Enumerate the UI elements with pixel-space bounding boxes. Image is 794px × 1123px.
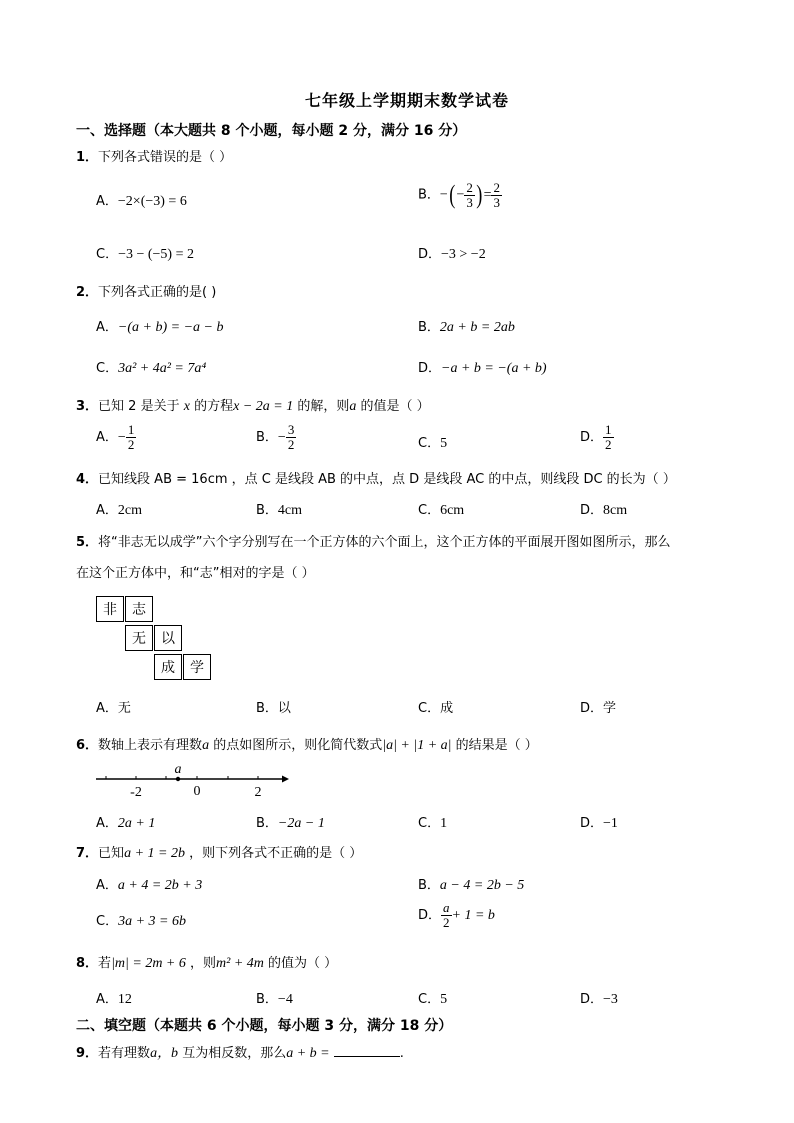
question-text: ，则下列各式不正确的是（ ） bbox=[189, 846, 363, 861]
option-label: D． bbox=[418, 247, 442, 262]
question-text: 若 bbox=[98, 956, 112, 971]
fraction-numerator: 2 bbox=[493, 179, 500, 195]
option-label: D． bbox=[580, 992, 604, 1007]
option-math: 5 bbox=[440, 436, 448, 451]
question-number: 8． bbox=[76, 956, 99, 971]
point-a-dot bbox=[176, 777, 180, 781]
cube-net-cell: 志 bbox=[125, 596, 153, 622]
option-text: 无 bbox=[117, 701, 131, 716]
fraction bbox=[441, 901, 452, 930]
q1-option-d[interactable] bbox=[418, 243, 486, 263]
q2-option-a[interactable] bbox=[96, 316, 223, 336]
question-3-stem bbox=[76, 395, 430, 415]
question-text: 若有理数 bbox=[98, 1046, 151, 1061]
q1-option-b[interactable] bbox=[418, 180, 502, 210]
math-variable: a bbox=[349, 399, 357, 414]
q2-option-c[interactable] bbox=[96, 357, 206, 377]
fraction-denominator: 2 bbox=[287, 437, 295, 452]
option-label: A． bbox=[96, 430, 118, 445]
option-math: 2a + b = 2ab bbox=[439, 320, 515, 335]
question-number: 1． bbox=[76, 150, 99, 165]
fraction bbox=[126, 423, 137, 452]
q2-option-d[interactable] bbox=[418, 357, 547, 377]
arrow-right-icon bbox=[282, 776, 289, 783]
q1-option-c[interactable] bbox=[96, 243, 194, 263]
option-math: −(a + b) = −a − b bbox=[117, 320, 224, 335]
math-expression: |a| + |1 + a| bbox=[382, 738, 452, 753]
q3-option-d[interactable] bbox=[580, 423, 614, 452]
option-label: D． bbox=[580, 816, 604, 831]
q4-option-a[interactable] bbox=[96, 499, 142, 519]
q4-option-c[interactable] bbox=[418, 499, 464, 519]
option-sign: − bbox=[456, 187, 465, 203]
option-math: a − 4 = 2b − 5 bbox=[439, 878, 525, 893]
question-text: 数轴上表示有理数 bbox=[98, 738, 203, 753]
option-math: 12 bbox=[117, 992, 132, 1007]
question-text: 的点如图所示，则化简代数式 bbox=[213, 738, 383, 753]
option-equals: = bbox=[483, 187, 492, 203]
fraction bbox=[491, 181, 502, 210]
question-8-stem bbox=[76, 952, 337, 972]
question-number: 7． bbox=[76, 846, 99, 861]
section-choice-heading: 一、选择题（本大题共 8 个小题，每小题 2 分，满分 16 分） bbox=[76, 123, 467, 139]
fraction-denominator: 2 bbox=[605, 437, 612, 452]
question-9-stem bbox=[76, 1042, 404, 1062]
cube-net-cell: 成 bbox=[154, 654, 182, 680]
option-label: C． bbox=[96, 914, 119, 929]
q3-option-b[interactable] bbox=[256, 423, 296, 452]
question-text: 下列各式正确的是( ) bbox=[98, 285, 217, 300]
q6-option-a[interactable] bbox=[96, 812, 155, 832]
question-text: 的值为（ ） bbox=[268, 956, 338, 971]
question-text: 互为相反数，那么 bbox=[182, 1046, 287, 1061]
fraction-denominator: 3 bbox=[466, 194, 473, 210]
q8-option-c[interactable] bbox=[418, 988, 447, 1008]
option-math: −2×(−3) = 6 bbox=[117, 194, 187, 209]
option-text: 以 bbox=[277, 701, 291, 716]
option-label: C． bbox=[96, 361, 119, 376]
question-6-stem bbox=[76, 734, 538, 754]
question-text: 的结果是（ ） bbox=[455, 738, 538, 753]
fraction-denominator: 3 bbox=[493, 194, 500, 210]
option-text: 成 bbox=[440, 701, 454, 716]
math-variable: a，b bbox=[150, 1046, 179, 1061]
q3-option-a[interactable] bbox=[96, 423, 136, 452]
fraction-numerator: 2 bbox=[466, 179, 473, 195]
option-math: −3 − (−5) = 2 bbox=[118, 247, 194, 262]
fraction bbox=[464, 181, 475, 210]
question-text: 已知 2 是关于 bbox=[98, 399, 180, 414]
question-7-stem bbox=[76, 842, 362, 862]
question-number: 9． bbox=[76, 1046, 99, 1061]
tick-label: -2 bbox=[130, 785, 142, 800]
q2-option-b[interactable] bbox=[418, 316, 515, 336]
math-expression: m² + 4m bbox=[216, 956, 264, 971]
option-math: 4cm bbox=[277, 503, 303, 518]
q1-option-a[interactable] bbox=[96, 190, 187, 210]
question-number: 5． bbox=[76, 535, 99, 550]
option-label: A． bbox=[96, 992, 118, 1007]
math-equation: |m| = 2m + 6 bbox=[111, 956, 186, 971]
option-math: 1 bbox=[440, 816, 448, 831]
question-text: . bbox=[399, 1046, 404, 1061]
option-math: −a + b = −(a + b) bbox=[441, 361, 547, 376]
math-equation: a + 1 = 2b bbox=[124, 846, 185, 861]
math-equation: x − 2a = 1 bbox=[233, 399, 294, 414]
fraction-numerator: 1 bbox=[605, 422, 612, 437]
question-5-stem-line1 bbox=[76, 531, 671, 550]
q7-option-c[interactable] bbox=[96, 910, 186, 930]
question-text: 将“非志无以成学”六个字分别写在一个正方体的六个面上，这个正方体的平面展开图如图所示，那么 bbox=[98, 535, 671, 550]
section-fill-heading: 二、填空题（本题共 6 个小题，每小题 3 分，满分 18 分） bbox=[76, 1018, 453, 1034]
fraction-denominator: 2 bbox=[443, 915, 450, 930]
q6-option-b[interactable] bbox=[256, 812, 325, 832]
answer-blank[interactable] bbox=[334, 1042, 400, 1057]
option-math: 5 bbox=[440, 992, 448, 1007]
option-math: −1 bbox=[603, 816, 618, 831]
cube-net-cell: 非 bbox=[96, 596, 124, 622]
option-text: 学 bbox=[603, 701, 617, 716]
q4-option-d[interactable] bbox=[580, 499, 627, 519]
q6-option-c[interactable] bbox=[418, 812, 447, 832]
tick-label: 0 bbox=[193, 784, 201, 799]
fraction bbox=[603, 423, 614, 452]
q7-option-b[interactable] bbox=[418, 874, 524, 894]
cube-net-figure bbox=[96, 596, 216, 682]
q8-option-d[interactable] bbox=[580, 988, 618, 1008]
option-math: −2a − 1 bbox=[277, 816, 325, 831]
q4-option-b[interactable] bbox=[256, 499, 302, 519]
q5-option-d[interactable] bbox=[580, 697, 616, 716]
q5-option-c[interactable] bbox=[418, 697, 453, 716]
q7-option-a[interactable] bbox=[96, 874, 202, 894]
option-label: B． bbox=[418, 187, 440, 203]
option-label: D． bbox=[580, 430, 604, 445]
exam-title: 七年级上学期期末数学试卷 bbox=[305, 91, 510, 110]
option-label: D． bbox=[580, 701, 604, 716]
fraction-numerator: 3 bbox=[287, 422, 295, 437]
q7-option-d[interactable] bbox=[418, 901, 495, 930]
number-line-figure bbox=[94, 762, 290, 802]
option-label: D． bbox=[418, 361, 442, 376]
question-number: 2． bbox=[76, 285, 99, 300]
right-paren-glyph: ) bbox=[476, 180, 483, 209]
option-math: −3 bbox=[603, 992, 618, 1007]
fraction-numerator: a bbox=[443, 900, 450, 915]
option-math: a + 4 = 2b + 3 bbox=[117, 878, 203, 893]
question-text: ，则 bbox=[190, 956, 217, 971]
option-label: B． bbox=[256, 430, 278, 445]
cube-net-cell: 无 bbox=[125, 625, 153, 651]
fraction-numerator: 1 bbox=[127, 422, 135, 437]
tick-label: 2 bbox=[254, 785, 262, 800]
math-variable: x bbox=[183, 399, 190, 414]
question-number: 3． bbox=[76, 399, 99, 414]
option-label: C． bbox=[418, 436, 441, 451]
point-a-label: a bbox=[174, 762, 182, 777]
option-math: −4 bbox=[277, 992, 293, 1007]
option-label: C． bbox=[418, 701, 441, 716]
question-number: 6． bbox=[76, 738, 99, 753]
option-label: C． bbox=[418, 992, 441, 1007]
question-4-stem bbox=[76, 468, 676, 487]
fraction-denominator: 2 bbox=[127, 437, 135, 452]
option-math: −3 > −2 bbox=[441, 247, 486, 262]
question-text: 的方程 bbox=[194, 399, 234, 414]
cube-net-cell: 以 bbox=[154, 625, 182, 651]
option-math: 2cm bbox=[117, 503, 143, 518]
option-label: A． bbox=[96, 320, 118, 335]
q3-option-c[interactable] bbox=[418, 432, 447, 452]
option-math: 6cm bbox=[440, 503, 465, 518]
option-label: B． bbox=[256, 701, 278, 716]
q5-option-b[interactable] bbox=[256, 697, 291, 716]
option-label: A． bbox=[96, 878, 118, 893]
left-paren-glyph: ( bbox=[449, 180, 456, 209]
q8-option-b[interactable] bbox=[256, 988, 293, 1008]
option-math: 8cm bbox=[603, 503, 628, 518]
option-label: C． bbox=[96, 247, 119, 262]
option-label: B． bbox=[418, 320, 440, 335]
cube-net-cell: 学 bbox=[183, 654, 211, 680]
question-number: 4． bbox=[76, 472, 99, 487]
question-1-stem bbox=[76, 146, 232, 165]
option-sign: − bbox=[439, 187, 448, 203]
q8-option-a[interactable] bbox=[96, 988, 132, 1008]
option-math: 3a² + 4a² = 7a⁴ bbox=[118, 361, 207, 376]
option-label: A． bbox=[96, 816, 118, 831]
question-5-stem-line2: 在这个正方体中，和“志”相对的字是（ ） bbox=[76, 566, 315, 581]
option-label: B． bbox=[256, 503, 278, 518]
option-label: D． bbox=[418, 908, 442, 923]
q5-option-a[interactable] bbox=[96, 697, 131, 716]
q6-option-d[interactable] bbox=[580, 812, 618, 832]
option-label: A． bbox=[96, 701, 118, 716]
option-label: C． bbox=[418, 503, 441, 518]
math-equation: a + b = bbox=[286, 1046, 330, 1061]
math-variable: a bbox=[202, 738, 210, 753]
option-math: + 1 = b bbox=[451, 908, 495, 923]
option-label: B． bbox=[418, 878, 440, 893]
question-text: 的解，则 bbox=[297, 399, 350, 414]
option-sign: − bbox=[117, 430, 126, 445]
option-label: A． bbox=[96, 503, 118, 518]
option-label: B． bbox=[256, 992, 278, 1007]
question-text: 已知 bbox=[98, 846, 125, 861]
question-text: 已知线段 AB = 16cm ，点 C 是线段 AB 的中点，点 D 是线段 AC 的中点，则线段 DC 的长为（ ） bbox=[98, 472, 676, 487]
option-label: B． bbox=[256, 816, 278, 831]
question-text: 下列各式错误的是（ ） bbox=[98, 150, 233, 165]
fraction bbox=[286, 423, 297, 452]
option-label: A． bbox=[96, 194, 118, 209]
option-sign: − bbox=[277, 430, 286, 445]
option-math: 3a + 3 = 6b bbox=[118, 914, 186, 929]
option-label: C． bbox=[418, 816, 441, 831]
option-label: D． bbox=[580, 503, 604, 518]
question-text: 的值是（ ） bbox=[360, 399, 430, 414]
option-math: 2a + 1 bbox=[117, 816, 156, 831]
question-2-stem bbox=[76, 281, 216, 300]
